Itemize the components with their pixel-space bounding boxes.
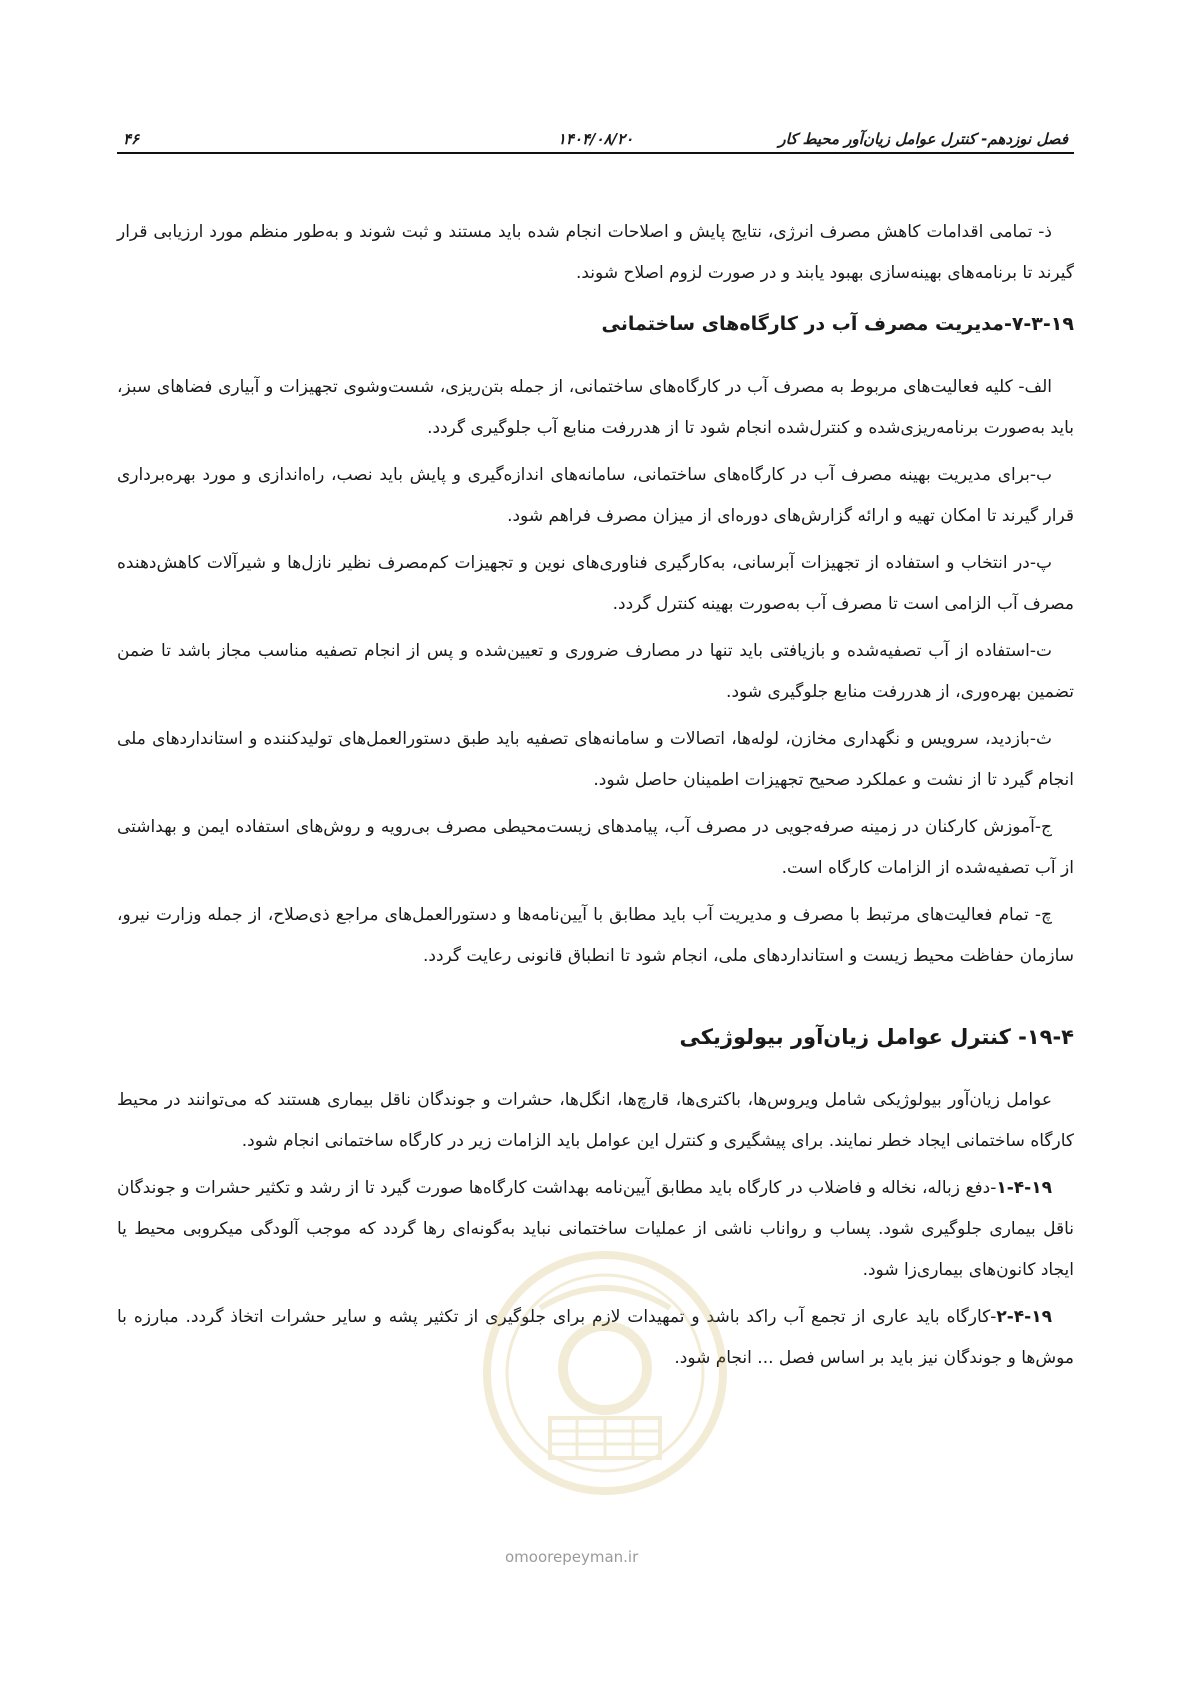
header-date: ۱۴۰۴/۰۸/۲۰: [557, 130, 634, 148]
paragraph-jim: ج-آموزش کارکنان در زمینه صرفه‌جویی در مصرف آب، پیامدهای زیست‌محیطی مصرف بی‌رویه و روش‌های استفاده ایمن و بهداشتی از آب تصفیه‌شده از الزامات کارگاه است.: [117, 817, 1074, 878]
paragraph-te: ت-استفاده از آب تصفیه‌شده و بازیافتی باید تنها در مصارف ضروری و تعیین‌شده و پس از انجام تصفیه مناسب مجاز باشد تا ضمن تضمین بهره‌وری، از هدررفت منابع جلوگیری شود.: [117, 641, 1074, 702]
paragraph-pe: پ-در انتخاب و استفاده از تجهیزات آبرسانی، به‌کارگیری فناوری‌های نوین و تجهیزات کم‌مصرف نظیر نازل‌ها و شیرآلات کاهش‌دهنده مصرف آب الزامی است تا مصرف آب به‌صورت بهینه کنترل گردد.: [117, 553, 1074, 614]
watermark-seal: [480, 1248, 730, 1498]
clause-text: -دفع زباله، نخاله و فاضلاب در کارگاه باید مطابق آیین‌نامه بهداشت کارگاه‌ها صورت گیرد تا از رشد و تکثیر حشرات و جوندگان ناقل بیماری جلوگیری شود. پساب و رواناب ناشی از عملیات ساختمانی نباید به‌گونه‌ای رها گردد که موجب آلودگی میکروبی محیط یا ایجاد کانون‌های بیماری‌زا شود.: [117, 1178, 1074, 1280]
paragraph-che: چ- تمام فعالیت‌های مرتبط با مصرف و مدیریت آب باید مطابق با آیین‌نامه‌ها و دستورالعمل‌های مراجع ذی‌صلاح، از جمله وزارت نیرو، سازمان حفاظت محیط زیست و استانداردهای ملی، انجام شود تا انطباق قانونی رعایت گردد.: [117, 905, 1074, 966]
page-number: ۴۶: [123, 130, 140, 148]
section-heading-bio: ۱۹-۴- کنترل عوامل زیان‌آور بیولوژیکی: [679, 1025, 1074, 1049]
paragraph-bio-intro: عوامل زیان‌آور بیولوژیکی شامل ویروس‌ها، باکتری‌ها، قارچ‌ها، انگل‌ها، حشرات و جوندگان ناقل بیماری هستند که می‌توانند در محیط کارگاه ساختمانی ایجاد خطر نمایند. برای پیشگیری و کنترل این عوامل باید الزامات زیر در کارگاه ساختمانی انجام شود.: [117, 1090, 1074, 1151]
document-body: [117, 212, 1074, 1385]
chapter-title: فصل نوزدهم- کنترل عوامل زیان‌آور محیط کار: [778, 130, 1068, 148]
clause-number: ۲-۴-۱۹: [996, 1307, 1052, 1327]
page-header: [117, 118, 1074, 154]
watermark-url: omoorepeyman.ir: [505, 1548, 639, 1566]
paragraph-alef: الف- کلیه فعالیت‌های مربوط به مصرف آب در کارگاه‌های ساختمانی، از جمله بتن‌ریزی، شست‌وشوی تجهیزات و آبیاری فضاهای سبز، باید به‌صورت برنامه‌ریزی‌شده و کنترل‌شده انجام شود تا از هدررفت منابع آب جلوگیری گردد.: [117, 377, 1074, 438]
clause-text: -کارگاه باید عاری از تجمع آب راکد باشد و تمهیدات لازم برای جلوگیری از تکثیر پشه و سایر حشرات اتخاذ گردد. مبارزه با موش‌ها و جوندگان نیز باید بر اساس فصل ... انجام شود.: [117, 1307, 1074, 1368]
section-heading-water: ۷-۳-۱۹-مدیریت مصرف آب در کارگاه‌های ساختمانی: [601, 313, 1074, 335]
paragraph-se: ث-بازدید، سرویس و نگهداری مخازن، لوله‌ها، اتصالات و سامانه‌های تصفیه باید طبق دستورالعمل‌های تولیدکننده و استانداردهای ملی انجام گیرد تا از نشت و عملکرد صحیح تجهیزات اطمینان حاصل شود.: [117, 729, 1074, 790]
paragraph-be: ب-برای مدیریت بهینه مصرف آب در کارگاه‌های ساختمانی، سامانه‌های اندازه‌گیری و پایش باید نصب، راه‌اندازی و مورد بهره‌برداری قرار گیرند تا امکان تهیه و ارائه گزارش‌های دوره‌ای از میزان مصرف فراهم شود.: [117, 465, 1074, 526]
clause-number: ۱-۴-۱۹: [996, 1178, 1052, 1198]
paragraph-zal: ذ- تمامی اقدامات کاهش مصرف انرژی، نتایج پایش و اصلاحات انجام شده باید مستند و ثبت شوند و به‌طور منظم مورد ارزیابی قرار گیرند تا برنامه‌های بهینه‌سازی بهبود یابند و در صورت لزوم اصلاح شوند.: [117, 222, 1074, 283]
